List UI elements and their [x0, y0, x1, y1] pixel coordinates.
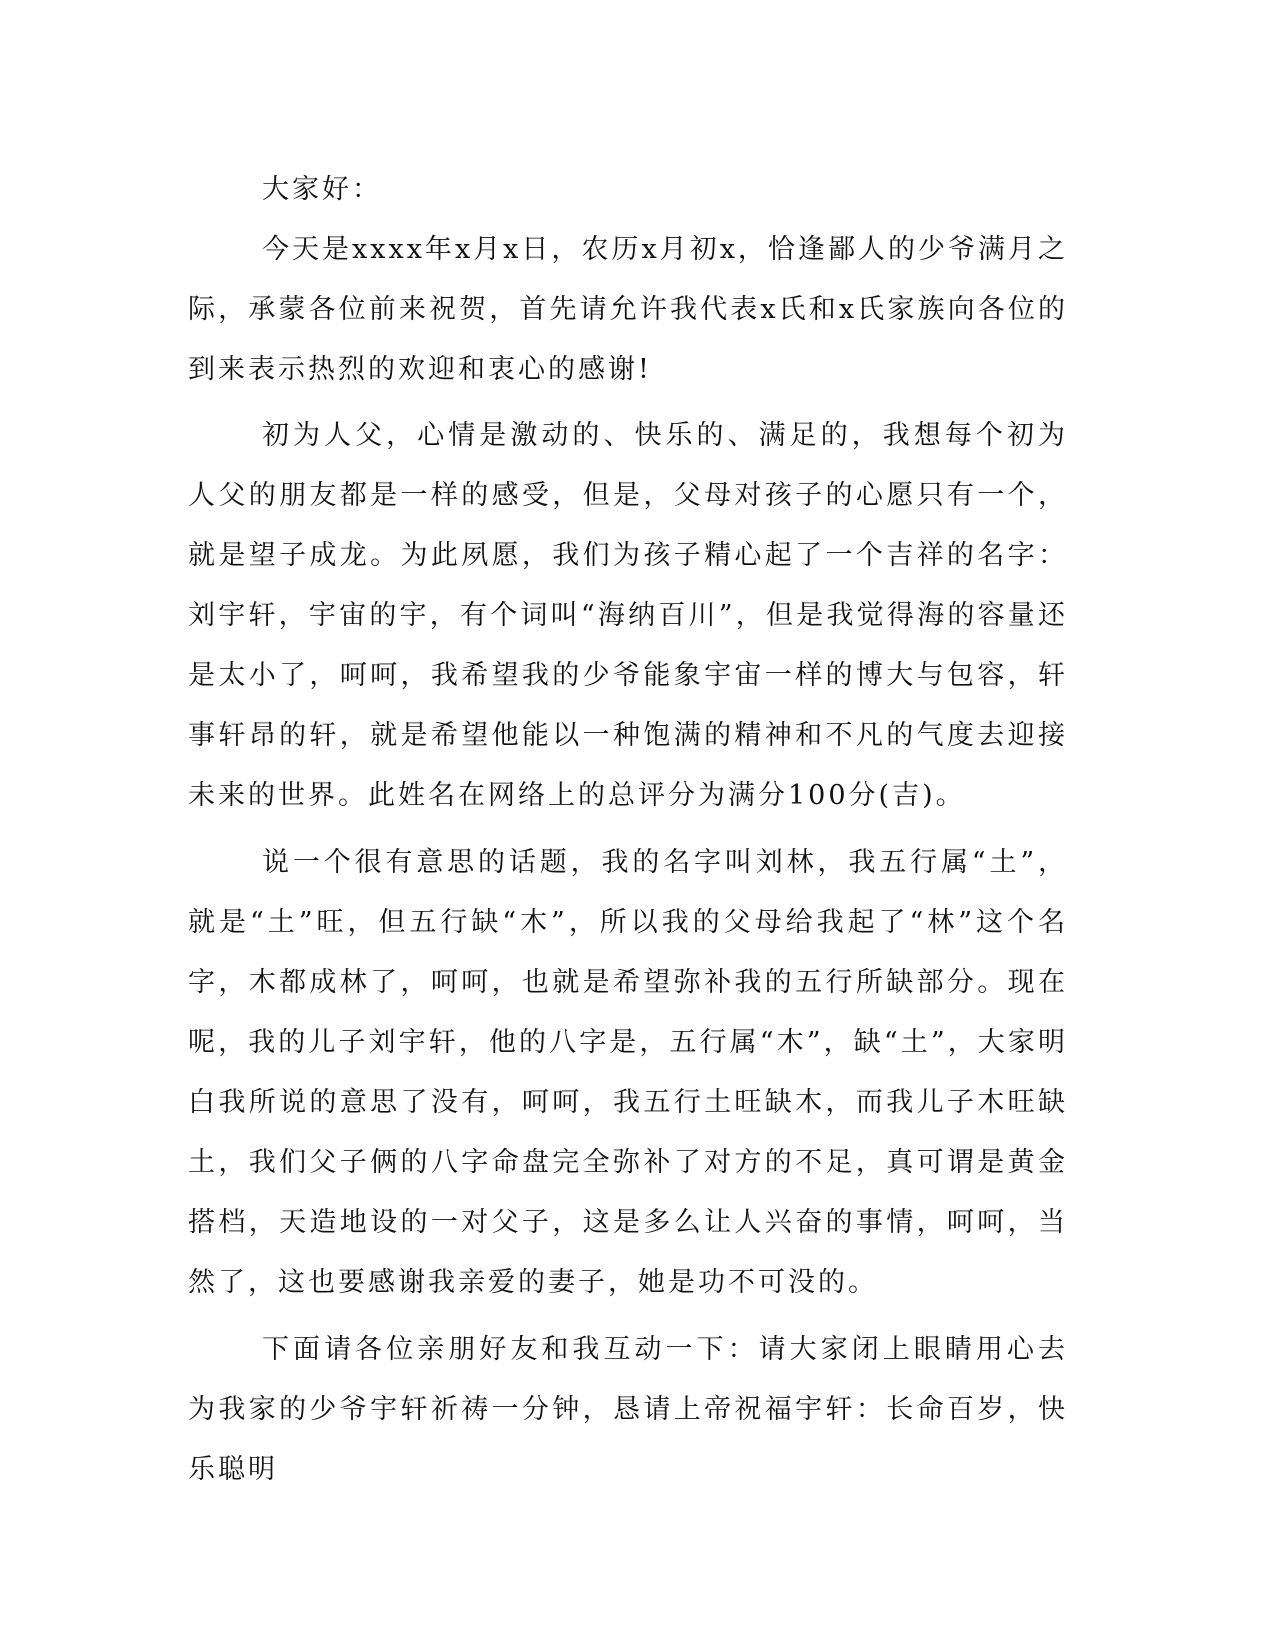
paragraph-naming: 初为人父，心情是激动的、快乐的、满足的，我想每个初为人父的朋友都是一样的感受，但是，父母对孩子的心愿只有一个，就是望子成龙。为此夙愿，我们为孩子精心起了一个吉祥的名字：刘宇轩，宇宙的宇，有个词叫“海纳百川”，但是我觉得海的容量还是太小了，呵呵，我希望我的少爷能象宇宙一样的博大与包容，轩事轩昂的轩，就是希望他能以一种饱满的精神和不凡的气度去迎接未来的世界。此姓名在网络上的总评分为满分100分(吉)。	[188, 420, 1068, 811]
paragraph-five-elements: 说一个很有意思的话题，我的名字叫刘林，我五行属“土”，就是“土”旺，但五行缺“木”，所以我的父母给我起了“林”这个名字，木都成林了，呵呵，也就是希望弥补我的五行所缺部分。现在呢，我的儿子刘宇轩，他的八字是，五行属“木”，缺“土”，大家明白我所说的意思了没有，呵呵，我五行土旺缺木，而我儿子木旺缺土，我们父子俩的八字命盘完全弥补了对方的不足，真可谓是黄金搭档，天造地设的一对父子，这是多么让人兴奋的事情，呵呵，当然了，这也要感谢我亲爱的妻子，她是功不可没的。	[188, 847, 1068, 1298]
paragraph-welcome: 今天是xxxx年x月x日，农历x月初x，恰逢鄙人的少爷满月之际，承蒙各位前来祝贺，首先请允许我代表x氏和x氏家族向各位的到来表示热烈的欢迎和衷心的感谢!	[188, 234, 1068, 385]
paragraph-prayer: 下面请各位亲朋好友和我互动一下：请大家闭上眼睛用心去为我家的少爷宇轩祈祷一分钟，恳请上帝祝福宇轩：长命百岁，快乐聪明	[188, 1334, 1068, 1485]
greeting: 大家好：	[262, 174, 382, 205]
